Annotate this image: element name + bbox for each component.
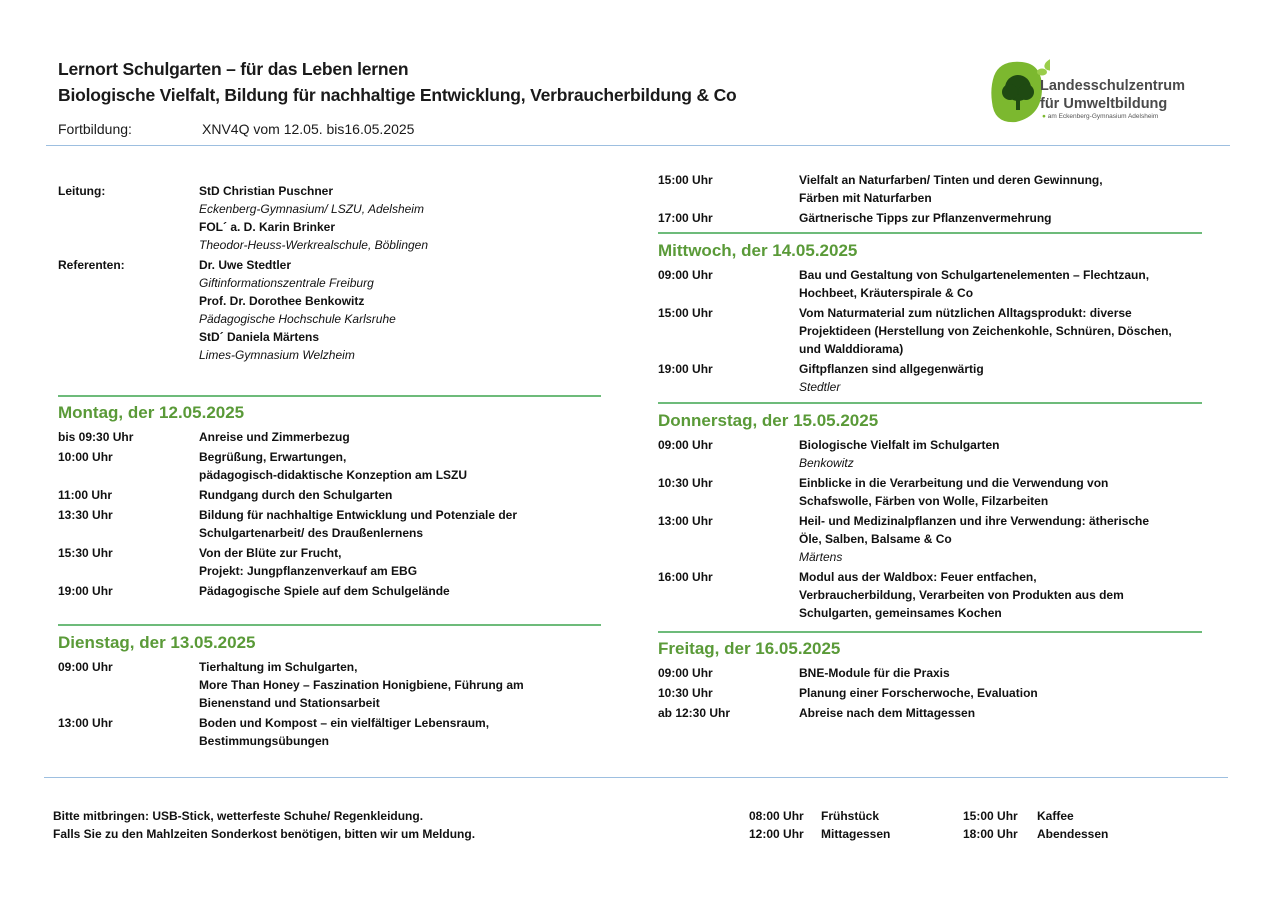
- schedule-row: [58, 714, 603, 750]
- schedule-time: 13:30 Uhr: [58, 508, 113, 522]
- schedule-text: BNE-Module für die Praxis: [799, 666, 950, 680]
- staff-org: Eckenberg-Gymnasium/ LSZU, Adelsheim: [199, 202, 424, 216]
- schedule-time: 17:00 Uhr: [658, 211, 713, 225]
- schedule-time: 19:00 Uhr: [658, 362, 713, 376]
- day-heading-mittwoch: Mittwoch, der 14.05.2025: [658, 241, 858, 260]
- schedule-speaker: Benkowitz: [799, 456, 854, 470]
- donnerstag-section: [658, 410, 1208, 622]
- dienstag-continued: [658, 171, 1208, 227]
- day-heading-freitag: Freitag, der 16.05.2025: [658, 639, 841, 658]
- header-divider: [46, 145, 1230, 146]
- schedule-text: Rundgang durch den Schulgarten: [199, 488, 393, 502]
- schedule-row: [658, 568, 1208, 622]
- schedule-text: More Than Honey – Faszination Honigbiene, Führung am: [199, 678, 524, 692]
- schedule-text: Gärtnerische Tipps zur Pflanzenvermehrung: [799, 211, 1052, 225]
- schedule-text: Vielfalt an Naturfarben/ Tinten und deren Gewinnung,: [799, 173, 1103, 187]
- montag-section: [58, 402, 603, 600]
- schedule-row: [658, 360, 1208, 396]
- schedule-row: [658, 304, 1208, 358]
- meal-time: 12:00 Uhr: [749, 827, 804, 841]
- schedule-text: Bau und Gestaltung von Schulgartenelementen – Flechtzaun,: [799, 268, 1150, 282]
- schedule-time: 15:30 Uhr: [58, 546, 113, 560]
- schedule-time: 09:00 Uhr: [658, 666, 713, 680]
- schedule-row: [658, 704, 1208, 722]
- schedule-text: Giftpflanzen sind allgegenwärtig: [799, 362, 984, 376]
- footer-note-bring: Bitte mitbringen: USB-Stick, wetterfeste Schuhe/ Regenkleidung.: [53, 809, 424, 823]
- schedule-row: [58, 486, 603, 504]
- schedule-row: [658, 664, 1208, 682]
- schedule-speaker: Stedtler: [799, 380, 841, 394]
- schedule-row: [58, 658, 603, 712]
- schedule-text: Schulgarten, gemeinsames Kochen: [799, 606, 1002, 620]
- fortbildung-label: Fortbildung:: [58, 121, 132, 137]
- schedule-row: [58, 448, 603, 484]
- schedule-row: [658, 684, 1208, 702]
- schedule-text: Anreise und Zimmerbezug: [199, 430, 350, 444]
- schedule-time: 10:00 Uhr: [58, 450, 113, 464]
- schedule-text: Pädagogische Spiele auf dem Schulgelände: [199, 584, 450, 598]
- staff-name: FOL´ a. D. Karin Brinker: [199, 220, 336, 234]
- staff-org: Theodor-Heuss-Werkrealschule, Böblingen: [199, 238, 429, 252]
- schedule-row: [58, 544, 603, 580]
- section-divider: [658, 402, 1202, 404]
- staff-name: StD´ Daniela Märtens: [199, 330, 320, 344]
- logo-text-line1: Landesschulzentrum: [1040, 78, 1186, 94]
- schedule-time: 09:00 Uhr: [58, 660, 113, 674]
- schedule-time: 16:00 Uhr: [658, 570, 713, 584]
- logo-text-line2: für Umweltbildung: [1040, 96, 1168, 112]
- day-heading-montag: Montag, der 12.05.2025: [58, 403, 245, 422]
- schedule-row: [658, 474, 1208, 510]
- schedule-time: 10:30 Uhr: [658, 476, 713, 490]
- schedule-text: Färben mit Naturfarben: [799, 191, 932, 205]
- fortbildung-value: XNV4Q vom 12.05. bis16.05.2025: [202, 121, 415, 137]
- schedule-time: 09:00 Uhr: [658, 268, 713, 282]
- footer-divider: [44, 777, 1228, 778]
- schedule-row: [658, 209, 1208, 227]
- schedule-text: Biologische Vielfalt im Schulgarten: [799, 438, 1000, 452]
- meal-label: Abendessen: [1037, 827, 1109, 841]
- mittwoch-section: [658, 240, 1208, 396]
- staff-name: Prof. Dr. Dorothee Benkowitz: [199, 294, 365, 308]
- schedule-text: Bienenstand und Stationsarbeit: [199, 696, 380, 710]
- meal-label: Kaffee: [1037, 809, 1074, 823]
- logo-subline: ● am Eckenberg-Gymnasium Adelsheim: [1042, 113, 1159, 120]
- schedule-text: Schulgartenarbeit/ des Draußenlernens: [199, 526, 424, 540]
- schedule-text: Öle, Salben, Balsame & Co: [799, 532, 952, 546]
- schedule-row: [58, 506, 603, 542]
- schedule-time: 19:00 Uhr: [58, 584, 113, 598]
- schedule-speaker: Märtens: [799, 550, 843, 564]
- section-divider: [658, 631, 1202, 633]
- lszu-logo: [990, 54, 1230, 126]
- schedule-text: Tierhaltung im Schulgarten,: [199, 660, 358, 674]
- schedule-row: [658, 436, 1208, 472]
- schedule-time: ab 12:30 Uhr: [658, 706, 731, 720]
- referenten-label: Referenten:: [58, 258, 125, 272]
- schedule-text: Abreise nach dem Mittagessen: [799, 706, 976, 720]
- dienstag-section: [58, 632, 603, 750]
- staff-org: Pädagogische Hochschule Karlsruhe: [199, 312, 396, 326]
- staff-name: Dr. Uwe Stedtler: [199, 258, 292, 272]
- schedule-text: Von der Blüte zur Frucht,: [199, 546, 342, 560]
- schedule-row: [658, 266, 1208, 302]
- schedule-text: und Walddiorama): [799, 342, 904, 356]
- schedule-time: 10:30 Uhr: [658, 686, 713, 700]
- schedule-time: 13:00 Uhr: [58, 716, 113, 730]
- leitung-label: Leitung:: [58, 184, 106, 198]
- schedule-text: Einblicke in die Verarbeitung und die Verwendung von: [799, 476, 1109, 490]
- schedule-text: Schafswolle, Färben von Wolle, Filzarbeiten: [799, 494, 1049, 508]
- schedule-row: [58, 428, 603, 446]
- schedule-text: Projektideen (Herstellung von Zeichenkohle, Schnüren, Döschen,: [799, 324, 1172, 338]
- staff-org: Limes-Gymnasium Welzheim: [199, 348, 355, 362]
- schedule-row: [58, 582, 603, 600]
- referenten-block: [58, 256, 603, 364]
- schedule-text: Heil- und Medizinalpflanzen und ihre Verwendung: ätherische: [799, 514, 1150, 528]
- schedule-time: 15:00 Uhr: [658, 306, 713, 320]
- freitag-section: [658, 638, 1208, 722]
- schedule-text: pädagogisch-didaktische Konzeption am LSZU: [199, 468, 468, 482]
- schedule-text: Hochbeet, Kräuterspirale & Co: [799, 286, 974, 300]
- schedule-text: Bildung für nachhaltige Entwicklung und Potenziale der: [199, 508, 518, 522]
- meal-time: 18:00 Uhr: [963, 827, 1018, 841]
- schedule-text: Begrüßung, Erwartungen,: [199, 450, 347, 464]
- schedule-row: [658, 512, 1208, 566]
- document-subtitle: Biologische Vielfalt, Bildung für nachhaltige Entwicklung, Verbraucherbildung & Co: [58, 85, 737, 105]
- leitung-block: [58, 182, 603, 254]
- meal-time: 08:00 Uhr: [749, 809, 804, 823]
- schedule-text: Verbraucherbildung, Verarbeiten von Produkten aus dem: [799, 588, 1124, 602]
- schedule-time: bis 09:30 Uhr: [58, 430, 134, 444]
- footer-note-diet: Falls Sie zu den Mahlzeiten Sonderkost benötigen, bitten wir um Meldung.: [53, 827, 476, 841]
- meal-label: Mittagessen: [821, 827, 891, 841]
- schedule-time: 13:00 Uhr: [658, 514, 713, 528]
- schedule-time: 15:00 Uhr: [658, 173, 713, 187]
- schedule-text: Bestimmungsübungen: [199, 734, 330, 748]
- schedule-text: Boden und Kompost – ein vielfältiger Lebensraum,: [199, 716, 490, 730]
- schedule-text: Projekt: Jungpflanzenverkauf am EBG: [199, 564, 418, 578]
- meal-label: Frühstück: [821, 809, 880, 823]
- day-heading-donnerstag: Donnerstag, der 15.05.2025: [658, 411, 879, 430]
- schedule-text: Planung einer Forscherwoche, Evaluation: [799, 686, 1038, 700]
- schedule-time: 09:00 Uhr: [658, 438, 713, 452]
- schedule-row: [658, 171, 1208, 207]
- section-divider: [658, 232, 1202, 234]
- document-title: Lernort Schulgarten – für das Leben lernen: [58, 59, 409, 79]
- meal-time: 15:00 Uhr: [963, 809, 1018, 823]
- staff-org: Giftinformationszentrale Freiburg: [199, 276, 374, 290]
- schedule-time: 11:00 Uhr: [58, 488, 113, 502]
- section-divider: [58, 395, 601, 397]
- schedule-text: Vom Naturmaterial zum nützlichen Alltagsprodukt: diverse: [799, 306, 1132, 320]
- staff-name: StD Christian Puschner: [199, 184, 334, 198]
- schedule-text: Modul aus der Waldbox: Feuer entfachen,: [799, 570, 1037, 584]
- staff-section: [58, 182, 603, 364]
- day-heading-dienstag: Dienstag, der 13.05.2025: [58, 633, 256, 652]
- section-divider: [58, 624, 601, 626]
